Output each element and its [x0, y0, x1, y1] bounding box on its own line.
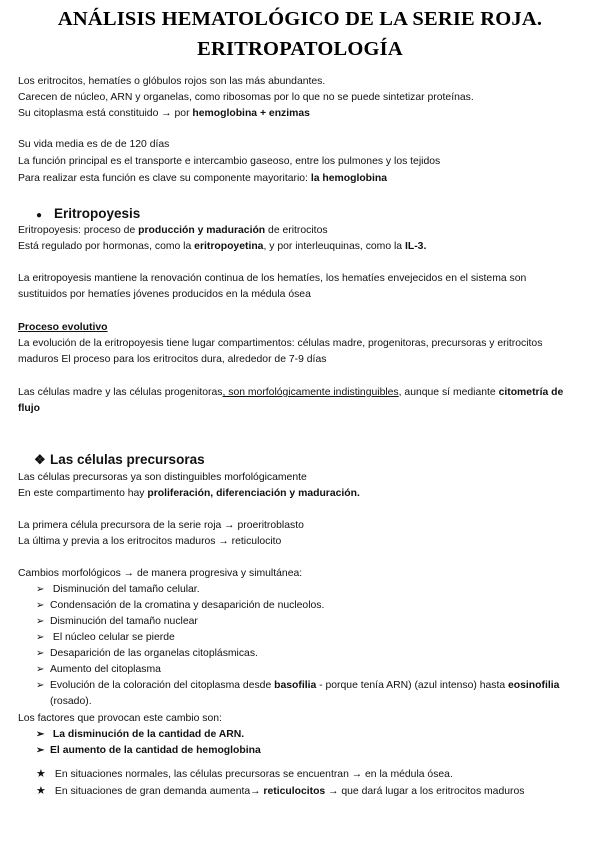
- list-item: [36, 615, 198, 629]
- arrowhead-icon: ➢: [36, 680, 45, 691]
- eritropoyesis-line-2-bold-2: IL-3.: [404, 241, 427, 252]
- factor-item: [36, 728, 244, 742]
- star-icon: ★: [36, 768, 46, 780]
- arrowhead-icon: ➢: [36, 729, 45, 740]
- arrowhead-icon: ➢: [36, 745, 45, 756]
- list-item-text: Disminución del tamaño nuclear: [50, 616, 198, 627]
- intro-line-3: [18, 107, 310, 121]
- intro-line-4: Su vida media es de de 120 días: [18, 139, 170, 150]
- list-item: [36, 599, 324, 613]
- eritropoyesis-line-1-post: de eritrocitos: [265, 225, 328, 236]
- eritropoyesis-line-1: [18, 224, 328, 238]
- arrowhead-icon: ➢: [36, 632, 45, 643]
- eritropoyesis-line-3: La eritropoyesis mantiene la renovación continua de los hematíes, los hematíes envejecidos en el sistema son: [18, 273, 527, 284]
- title-line-1: ANÁLISIS HEMATOLÓGICO DE LA SERIE ROJA.: [57, 8, 543, 30]
- precursoras-line-2: [18, 487, 360, 501]
- star-icon: ★: [36, 785, 46, 797]
- proceso-line-4: [18, 402, 40, 416]
- list-item: [36, 663, 161, 677]
- intro-line-1: Los eritrocitos, hematíes o glóbulos rojos son las más abundantes.: [18, 76, 326, 87]
- list-item: [36, 647, 258, 661]
- proceso-line-3-text: Las células madre y las células progenitoras: [18, 387, 223, 398]
- list-item-text: El núcleo celular se pierde: [50, 632, 175, 643]
- intro-line-2: Carecen de núcleo, ARN y organelas, como ribosomas por lo que no se puede sintetizar proteínas.: [18, 92, 474, 103]
- eritropoyesis-line-4: sustituidos por hematíes jóvenes producidos en la médula ósea: [18, 289, 311, 300]
- proceso-line-3-underline: , son morfológicamente indistinguibles: [222, 387, 399, 398]
- eritropoyesis-heading: [36, 206, 140, 221]
- list-item: [36, 631, 175, 645]
- situacion-demanda: [36, 784, 524, 799]
- factores-heading: Los factores que provocan este cambio son:: [18, 713, 222, 724]
- coloracion-bold-2: eosinofilia: [508, 680, 560, 691]
- diamond-bullet-icon: ❖: [34, 452, 46, 467]
- situacion-demanda-bold: reticulocitos: [263, 786, 326, 797]
- proceso-heading: Proceso evolutivo: [18, 322, 108, 333]
- precursoras-line-1: Las células precursoras ya son distinguibles morfológicamente: [18, 472, 307, 483]
- factor-item-text: El aumento de la cantidad de hemoglobina: [50, 745, 261, 756]
- proceso-line-4-bold: flujo: [18, 403, 40, 414]
- eritropoyesis-line-1-text: Eritropoyesis: proceso de: [18, 225, 139, 236]
- eritropoyesis-line-2-mid: , y por interleuquinas, como la: [263, 241, 405, 252]
- arrowhead-icon: ➢: [36, 584, 45, 595]
- intro-line-6-text: Para realizar esta función es clave su componente mayoritario:: [18, 173, 311, 184]
- intro-line-5: La función principal es el transporte e intercambio gaseoso, entre los pulmones y los tejidos: [18, 156, 441, 167]
- arrowhead-icon: ➢: [36, 616, 45, 627]
- arrowhead-icon: ➢: [36, 664, 45, 675]
- intro-line-3-bold: hemoglobina + enzimas: [192, 108, 310, 119]
- intro-line-6: [18, 172, 387, 186]
- situacion-demanda-post: → que dará lugar a los eritrocitos maduros: [325, 786, 525, 797]
- arrowhead-icon: ➢: [36, 648, 45, 659]
- factor-item: [36, 744, 261, 758]
- precursoras-line-3: La primera célula precursora de la serie roja → proeritroblasto: [18, 520, 304, 531]
- bullet-icon: ●: [36, 210, 43, 221]
- eritropoyesis-heading-text: Eritropoyesis: [54, 206, 141, 221]
- list-item: [36, 583, 200, 597]
- precursoras-line-2-text: En este compartimento hay: [18, 488, 148, 499]
- eritropoyesis-line-1-bold: producción y maduración: [138, 225, 266, 236]
- coloracion-bold-1: basofilia: [274, 680, 317, 691]
- situacion-normal: [36, 767, 453, 782]
- eritropoyesis-line-2-bold-1: eritropoyetina: [194, 241, 264, 252]
- list-item-text: Condensación de la cromatina y desaparición de nucleolos.: [50, 600, 325, 611]
- precursoras-line-5: Cambios morfológicos → de manera progresiva y simultánea:: [18, 568, 303, 579]
- factor-item-text: La disminución de la cantidad de ARN.: [50, 729, 245, 740]
- eritropoyesis-line-2: [18, 240, 426, 254]
- title-line-2: ERITROPATOLOGÍA: [197, 38, 403, 60]
- intro-line-6-bold: la hemoglobina: [310, 173, 388, 184]
- proceso-line-2: maduros El proceso para los eritrocitos dura, alrededor de 7-9 días: [18, 354, 327, 365]
- coloracion-line-2: (rosado).: [50, 696, 92, 707]
- situacion-normal-text: En situaciones normales, las células precursoras se encuentran → en la médula ósea.: [52, 769, 453, 780]
- coloracion-text: Evolución de la coloración del citoplasma desde: [50, 680, 275, 691]
- precursoras-line-2-bold: proliferación, diferenciación y maduración.: [147, 488, 360, 499]
- proceso-line-3-mid: , aunque sí mediante: [398, 387, 499, 398]
- list-item-text: Aumento del citoplasma: [50, 664, 161, 675]
- list-item-text: Desaparición de las organelas citoplásmicas.: [50, 648, 258, 659]
- proceso-line-3: [18, 386, 563, 400]
- list-item-coloracion: [36, 679, 559, 693]
- arrowhead-icon: ➢: [36, 600, 45, 611]
- proceso-line-1: La evolución de la eritropoyesis tiene lugar compartimentos: células madre, progenitoras, precursoras y eritrocitos: [18, 338, 543, 349]
- coloracion-mid: - porque tenía ARN) (azul intenso) hasta: [316, 680, 509, 691]
- precursoras-heading-text: Las células precursoras: [50, 452, 205, 467]
- eritropoyesis-line-2-text: Está regulado por hormonas, como la: [18, 241, 195, 252]
- proceso-line-3-bold: citometría de: [498, 387, 564, 398]
- precursoras-line-4: La última y previa a los eritrocitos maduros → reticulocito: [18, 536, 282, 547]
- list-item-text: Disminución del tamaño celular.: [50, 584, 200, 595]
- precursoras-heading: [34, 452, 205, 468]
- intro-line-3-text: Su citoplasma está constituido → por: [18, 108, 193, 119]
- situacion-demanda-text: En situaciones de gran demanda aumenta→: [52, 786, 264, 797]
